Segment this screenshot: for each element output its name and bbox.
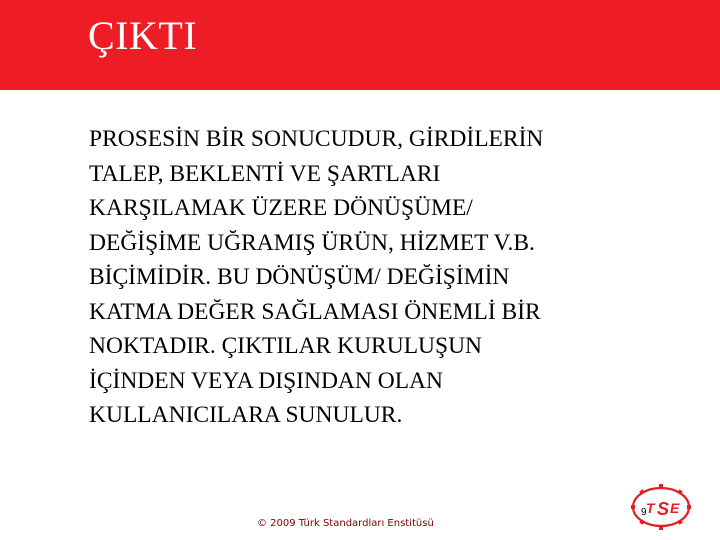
svg-text:T: T <box>646 500 655 516</box>
tse-logo-icon <box>628 482 694 532</box>
body-line: KATMA DEĞER SAĞLAMASI ÖNEMLİ BİR <box>89 298 541 325</box>
slide-title: ÇIKTI <box>88 13 198 58</box>
body-line: KARŞILAMAK ÜZERE DÖNÜŞÜME/ <box>89 195 473 221</box>
body-line: NOKTADIR. ÇIKTILAR KURULUŞUN <box>89 333 483 359</box>
svg-text:E: E <box>670 500 680 516</box>
title-bar <box>0 0 720 90</box>
body-line: KULLANICILARA SUNULUR. <box>89 402 403 428</box>
svg-text:S: S <box>657 499 670 519</box>
body-line: PROSESİN BİR SONUCUDUR, GİRDİLERİN <box>89 126 544 152</box>
body-text <box>89 122 709 433</box>
body-line: BİÇİMİDİR. BU DÖNÜŞÜM/ DEĞİŞİMİN <box>89 264 510 290</box>
copyright-footer: © 2009 Türk Standardları Enstitüsü <box>257 518 434 529</box>
body-line: DEĞİŞİME UĞRAMIŞ ÜRÜN, HİZMET V.B. <box>89 229 535 256</box>
body-line: TALEP, BEKLENTİ VE ŞARTLARI <box>89 160 441 187</box>
body-line: İÇİNDEN VEYA DIŞINDAN OLAN <box>89 367 444 394</box>
page-number: 9 <box>641 507 647 518</box>
